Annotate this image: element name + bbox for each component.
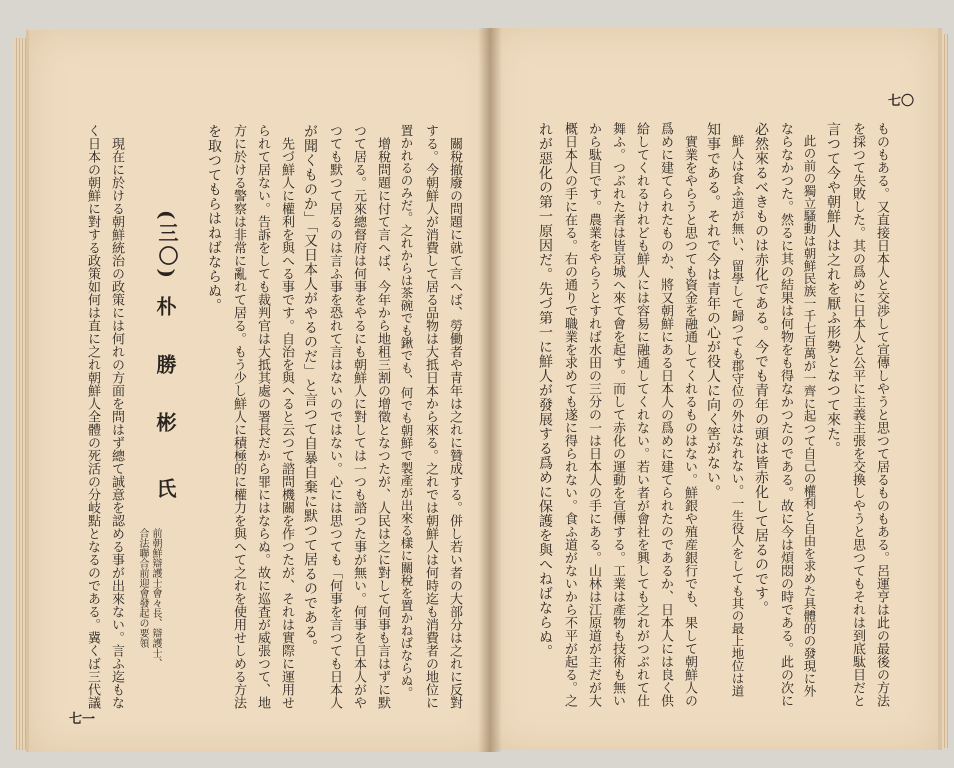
right-page-column-8: 知事である。それで今は青年の心が役人に向く筈がない。 xyxy=(705,122,721,499)
page-number-left: 七一 xyxy=(69,712,96,727)
page-number-right: 七〇 xyxy=(888,94,915,109)
right-page-column-5: ならなかつた。然るに其の結果は何物をも得なかつたのである。故に今は煩悶の時である。此の次に xyxy=(778,122,793,707)
right-page-column-10: 爲めに建てられたものか、將又朝鮮にある日本人の爲めに建てられたのであるか、日本人には良く供 xyxy=(658,122,673,707)
book-gutter xyxy=(478,28,502,752)
left-page-column-8: 先づ鮮人に權利を與へる事です。自治を與へると云つて諮問機關を作つたが、それは實際に運用せ xyxy=(279,124,294,709)
right-page-column-11: 給してくれるけれども鮮人には容易に融通してくれない。若い者が會社を興しても之れがつぶれて仕 xyxy=(634,122,649,707)
right-page-column-1: ものもある。又直接日本人と交渉して宣傳しやうと思つて居るものもある。呂運亨は此の最後の方法 xyxy=(874,122,889,707)
left-page-column-13: く日本の朝鮮に對する政策如何は直に之れ朝鮮人全體の死活の分岐點となるのである。冀くば三代議 xyxy=(85,124,100,709)
right-page-column-13: から駄目です。農業をやらうとすれば水田の三分の一は日本人の手にある。山林は江原道が主だが大 xyxy=(586,122,601,707)
right-page-column-2: を採つて失敗した。其の爲めに日本人と公平に主義主張を交換しやうと思つてもそれは到底駄目だと xyxy=(850,122,865,707)
left-page-column-4: 增稅問題に付て言へば、今年から地租三割の增徵となつたが、人民は之に對して何事も言はずに默 xyxy=(375,124,390,709)
right-page-column-14: 概日本人の手に在る。右の通りで職業を求めても遂に得られない。食ふ道がないから不平が起る。之 xyxy=(562,122,577,707)
person-name: 朴勝彬 xyxy=(153,296,177,470)
left-page-column-7: が聞くものか」「又日本人がやるのだ」と言つて自暴自棄に默つて居るのである。 xyxy=(302,124,318,654)
left-page-column-6: つても默つて居るのは言ふ事を恐れて言はないのではない。心には思つても「何事を言つても日本人 xyxy=(327,124,342,709)
left-page-column-11: を取つてもらはねばならぬ。 xyxy=(206,124,222,313)
left-page xyxy=(26,30,495,752)
left-page-column-5: つて居る。元來總督府は何事をやるにも朝鮮人に對しては一つも諮つた事が無い。何事を日本人がや xyxy=(351,124,366,709)
left-page-column-2: する。今朝鮮人が消費して居る品物は大抵日本から來る。之れでは朝鮮人は何時迄も消費者の地位に xyxy=(423,124,438,709)
right-page-column-4: 此の前の獨立騷動は朝鮮民族一千七百萬が一齊に起つて自己の權利と自由を求めた具體的の發現に外 xyxy=(802,122,817,697)
left-page-column-9: られて居ない。告訴をしても裁判官は大抵其處の署長だから罪にはならぬ。故に巡査が威張つて、地 xyxy=(255,124,270,709)
right-page-column-3: 言つて今や朝鮮人は之れを厭ふ形勢となつて來た。 xyxy=(825,122,841,456)
left-page-column-1: 關稅撤廢の問題に就て言へば、勞働者や青年は之れに贊成する。併し若い者の大部分は之れに反對 xyxy=(447,124,462,709)
right-page-column-15: れが惡化の第一原因だ。先づ第一に鮮人が發展する爲めに保護を與へねばならぬ。 xyxy=(537,122,553,659)
left-page-column-3: 置かれるのみだ。之れからは茶碗でも鍬でも、何でも朝鮮で製產が出來る樣に關稅を置かねばならぬ。 xyxy=(399,124,414,699)
right-page-column-9: 實業をやらうと思つても資金を融通してくれるものはない。鮮銀や殖産銀行でも、果して朝鮮人の xyxy=(682,122,697,707)
right-page-column-12: 舞ふ。つぶれた者は皆京城へ來て會を起す。而して赤化の運動を宣傳する。工業は產物も技術も無い xyxy=(610,122,625,707)
honorific: 氏 xyxy=(153,478,177,501)
right-page xyxy=(490,28,942,750)
person-title-line-2: 合法聯合前迎會發起の要領 xyxy=(137,528,148,648)
left-page-column-10: 方に於ける警察は非常に亂れて居る。もう少し鮮人に積極的に權力を與へて之れを使用せしめる方法 xyxy=(231,124,246,709)
right-page-column-7: 鮮人は食ふ道が無い、留學して歸つても郡守位の外はなれない。一生役人をしても其の最上地位は道 xyxy=(730,122,745,697)
person-title-line-1: 前朝鮮辯護士會々長、辯護士、 xyxy=(150,528,161,668)
right-page-column-6: 必然來るべきものは赤化である。今でも青年の頭は皆赤化して居るのです。 xyxy=(753,122,769,615)
left-page-column-12: 現在に於ける朝鮮統治の政策には何れの方面を問はず總て誠意を認める事が出來ない。言ふ迄もな xyxy=(109,124,124,709)
section-number: (三〇) xyxy=(155,210,179,281)
